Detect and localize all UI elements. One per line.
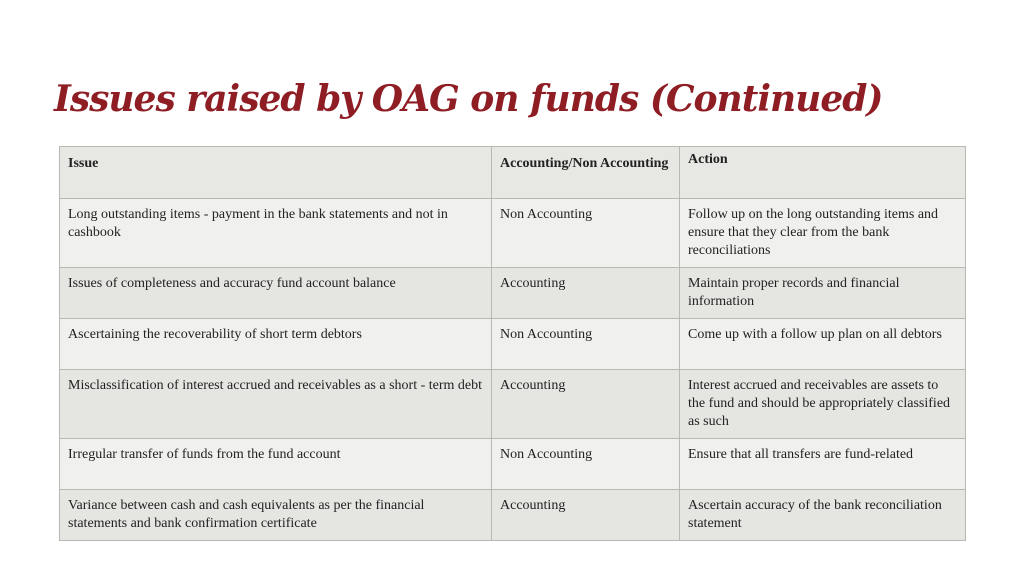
accounting-type-cell: Accounting	[492, 490, 680, 541]
action-cell: Come up with a follow up plan on all debtors	[680, 319, 966, 370]
action-cell: Interest accrued and receivables are assets to the fund and should be appropriately classified as such	[680, 370, 966, 439]
table-row	[60, 490, 966, 541]
header-issue: Issue	[60, 147, 492, 199]
issues-table	[59, 146, 966, 541]
accounting-type-cell: Accounting	[492, 370, 680, 439]
table-row	[60, 199, 966, 268]
header-action: Action	[680, 147, 966, 199]
accounting-type-cell: Accounting	[492, 268, 680, 319]
table-row	[60, 370, 966, 439]
action-cell: Maintain proper records and financial information	[680, 268, 966, 319]
table-row	[60, 268, 966, 319]
issue-cell: Issues of completeness and accuracy fund account balance	[60, 268, 492, 319]
issue-cell: Ascertaining the recoverability of short term debtors	[60, 319, 492, 370]
table-row	[60, 319, 966, 370]
accounting-type-cell: Non Accounting	[492, 319, 680, 370]
accounting-type-cell: Non Accounting	[492, 199, 680, 268]
accounting-type-cell: Non Accounting	[492, 439, 680, 490]
action-cell: Ascertain accuracy of the bank reconciliation statement	[680, 490, 966, 541]
issue-cell: Irregular transfer of funds from the fund account	[60, 439, 492, 490]
action-cell: Follow up on the long outstanding items and ensure that they clear from the bank reconciliations	[680, 199, 966, 268]
header-accounting-type: Accounting/Non Accounting	[492, 147, 680, 199]
table-row	[60, 439, 966, 490]
action-cell: Ensure that all transfers are fund-related	[680, 439, 966, 490]
slide-title: Issues raised by OAG on funds (Continued)	[54, 78, 883, 120]
issue-cell: Misclassification of interest accrued and receivables as a short - term debt	[60, 370, 492, 439]
table-header-row	[60, 147, 966, 199]
issue-cell: Variance between cash and cash equivalents as per the financial statements and bank confirmation certificate	[60, 490, 492, 541]
issue-cell: Long outstanding items - payment in the bank statements and not in cashbook	[60, 199, 492, 268]
